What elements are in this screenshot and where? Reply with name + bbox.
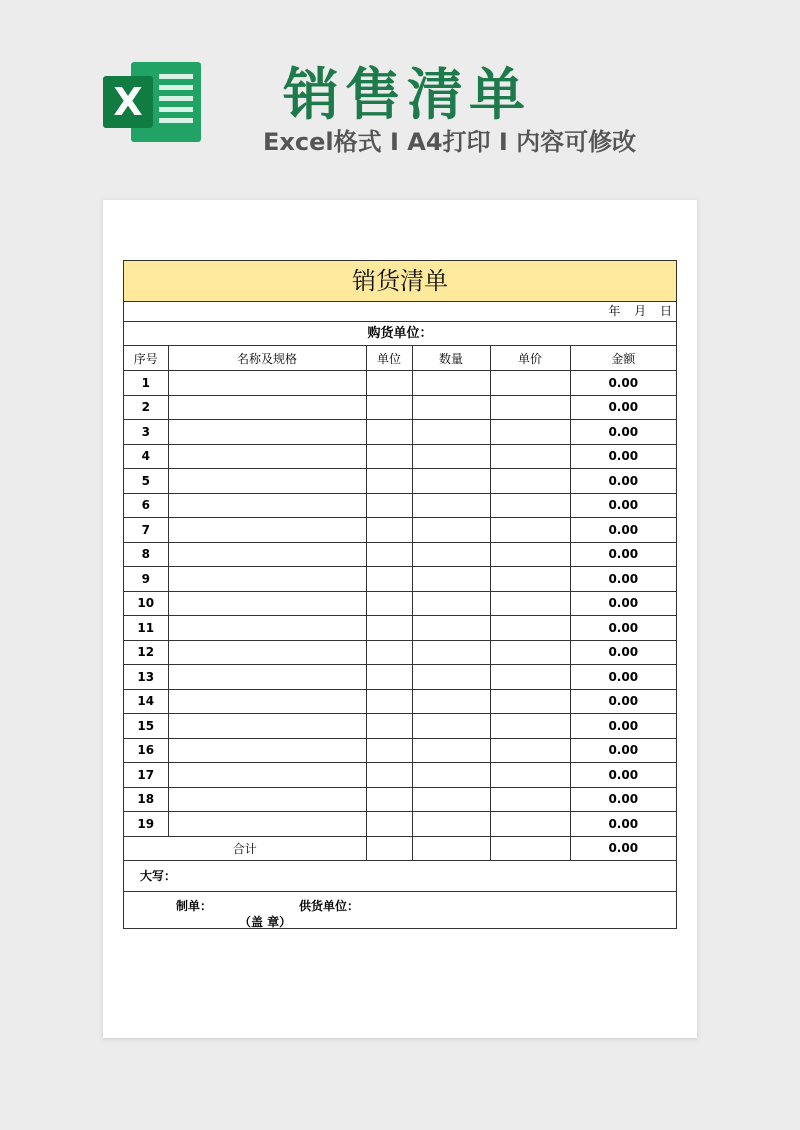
price-cell[interactable] <box>490 567 570 592</box>
page-subtitle: Excel格式 I A4打印 I 内容可修改 <box>263 128 637 156</box>
unit-cell[interactable] <box>366 469 412 494</box>
amount-cell: 0.00 <box>570 395 676 420</box>
stamp-label: （盖 章） <box>239 915 292 929</box>
quantity-cell[interactable] <box>412 714 490 739</box>
item-name-cell[interactable] <box>168 518 366 543</box>
unit-cell[interactable] <box>366 714 412 739</box>
table-header-row <box>124 346 676 371</box>
item-name-cell[interactable] <box>168 567 366 592</box>
row-number: 11 <box>124 616 168 641</box>
price-cell[interactable] <box>490 395 570 420</box>
quantity-cell[interactable] <box>412 420 490 445</box>
quantity-cell[interactable] <box>412 812 490 837</box>
table-cell[interactable] <box>490 836 570 861</box>
table-row <box>124 371 676 396</box>
price-cell[interactable] <box>490 493 570 518</box>
amount-cell: 0.00 <box>570 640 676 665</box>
column-header: 单位 <box>366 346 412 371</box>
item-name-cell[interactable] <box>168 714 366 739</box>
price-cell[interactable] <box>490 616 570 641</box>
unit-cell[interactable] <box>366 763 412 788</box>
row-number: 12 <box>124 640 168 665</box>
unit-cell[interactable] <box>366 371 412 396</box>
table-row <box>124 420 676 445</box>
row-number: 18 <box>124 787 168 812</box>
capital-amount-label: 大写： <box>124 861 676 892</box>
date-line: 年 月 日 <box>124 302 676 322</box>
item-name-cell[interactable] <box>168 444 366 469</box>
row-number: 10 <box>124 591 168 616</box>
quantity-cell[interactable] <box>412 640 490 665</box>
table-row <box>124 763 676 788</box>
unit-cell[interactable] <box>366 689 412 714</box>
item-name-cell[interactable] <box>168 493 366 518</box>
item-name-cell[interactable] <box>168 738 366 763</box>
amount-cell: 0.00 <box>570 444 676 469</box>
items-table <box>124 346 676 861</box>
amount-cell: 0.00 <box>570 371 676 396</box>
table-row <box>124 518 676 543</box>
row-number: 2 <box>124 395 168 420</box>
total-row <box>124 836 676 861</box>
quantity-cell[interactable] <box>412 518 490 543</box>
sales-list-form <box>123 260 677 929</box>
price-cell[interactable] <box>490 518 570 543</box>
item-name-cell[interactable] <box>168 420 366 445</box>
row-number: 14 <box>124 689 168 714</box>
amount-cell: 0.00 <box>570 518 676 543</box>
unit-cell[interactable] <box>366 444 412 469</box>
quantity-cell[interactable] <box>412 591 490 616</box>
price-cell[interactable] <box>490 591 570 616</box>
row-number: 4 <box>124 444 168 469</box>
item-name-cell[interactable] <box>168 689 366 714</box>
quantity-cell[interactable] <box>412 616 490 641</box>
price-cell[interactable] <box>490 787 570 812</box>
unit-cell[interactable] <box>366 812 412 837</box>
amount-cell: 0.00 <box>570 689 676 714</box>
amount-cell: 0.00 <box>570 738 676 763</box>
table-row <box>124 689 676 714</box>
unit-cell[interactable] <box>366 518 412 543</box>
table-cell[interactable] <box>412 836 490 861</box>
quantity-cell[interactable] <box>412 738 490 763</box>
quantity-cell[interactable] <box>412 371 490 396</box>
amount-cell: 0.00 <box>570 420 676 445</box>
item-name-cell[interactable] <box>168 665 366 690</box>
row-number: 17 <box>124 763 168 788</box>
price-cell[interactable] <box>490 812 570 837</box>
excel-badge: X <box>103 76 153 128</box>
table-cell[interactable] <box>366 836 412 861</box>
amount-cell: 0.00 <box>570 469 676 494</box>
total-label: 合计 <box>124 836 366 861</box>
price-cell[interactable] <box>490 738 570 763</box>
price-cell[interactable] <box>490 640 570 665</box>
row-number: 19 <box>124 812 168 837</box>
quantity-cell[interactable] <box>412 787 490 812</box>
item-name-cell[interactable] <box>168 542 366 567</box>
unit-cell[interactable] <box>366 420 412 445</box>
column-header: 数量 <box>412 346 490 371</box>
unit-cell[interactable] <box>366 665 412 690</box>
signature-area <box>124 892 676 928</box>
amount-cell: 0.00 <box>570 542 676 567</box>
page-title: 销售清单 <box>283 63 531 128</box>
item-name-cell[interactable] <box>168 763 366 788</box>
price-cell[interactable] <box>490 714 570 739</box>
table-row <box>124 738 676 763</box>
item-name-cell[interactable] <box>168 640 366 665</box>
column-header: 金额 <box>570 346 676 371</box>
price-cell[interactable] <box>490 420 570 445</box>
total-amount: 0.00 <box>570 836 676 861</box>
price-cell[interactable] <box>490 371 570 396</box>
row-number: 3 <box>124 420 168 445</box>
price-cell[interactable] <box>490 444 570 469</box>
quantity-cell[interactable] <box>412 444 490 469</box>
amount-cell: 0.00 <box>570 812 676 837</box>
item-name-cell[interactable] <box>168 395 366 420</box>
amount-cell: 0.00 <box>570 714 676 739</box>
unit-cell[interactable] <box>366 591 412 616</box>
unit-cell[interactable] <box>366 542 412 567</box>
table-row <box>124 469 676 494</box>
row-number: 9 <box>124 567 168 592</box>
item-name-cell[interactable] <box>168 787 366 812</box>
column-header: 序号 <box>124 346 168 371</box>
quantity-cell[interactable] <box>412 395 490 420</box>
unit-cell[interactable] <box>366 616 412 641</box>
price-cell[interactable] <box>490 542 570 567</box>
maker-label: 制单： <box>176 899 213 913</box>
row-number: 6 <box>124 493 168 518</box>
row-number: 7 <box>124 518 168 543</box>
table-row <box>124 616 676 641</box>
column-header: 名称及规格 <box>168 346 366 371</box>
price-cell[interactable] <box>490 763 570 788</box>
item-name-cell[interactable] <box>168 371 366 396</box>
price-cell[interactable] <box>490 689 570 714</box>
table-row <box>124 714 676 739</box>
price-cell[interactable] <box>490 469 570 494</box>
table-row <box>124 812 676 837</box>
row-number: 8 <box>124 542 168 567</box>
quantity-cell[interactable] <box>412 665 490 690</box>
item-name-cell[interactable] <box>168 469 366 494</box>
table-row <box>124 542 676 567</box>
row-number: 1 <box>124 371 168 396</box>
amount-cell: 0.00 <box>570 763 676 788</box>
quantity-cell[interactable] <box>412 567 490 592</box>
amount-cell: 0.00 <box>570 591 676 616</box>
table-row <box>124 665 676 690</box>
form-title: 销货清单 <box>124 261 676 302</box>
amount-cell: 0.00 <box>570 787 676 812</box>
table-row <box>124 640 676 665</box>
table-row <box>124 493 676 518</box>
row-number: 15 <box>124 714 168 739</box>
unit-cell[interactable] <box>366 787 412 812</box>
table-row <box>124 591 676 616</box>
row-number: 5 <box>124 469 168 494</box>
quantity-cell[interactable] <box>412 493 490 518</box>
table-row <box>124 787 676 812</box>
amount-cell: 0.00 <box>570 567 676 592</box>
table-row <box>124 567 676 592</box>
excel-logo-icon <box>103 62 203 142</box>
row-number: 16 <box>124 738 168 763</box>
quantity-cell[interactable] <box>412 763 490 788</box>
price-cell[interactable] <box>490 665 570 690</box>
row-number: 13 <box>124 665 168 690</box>
amount-cell: 0.00 <box>570 616 676 641</box>
quantity-cell[interactable] <box>412 689 490 714</box>
table-row <box>124 395 676 420</box>
unit-cell[interactable] <box>366 395 412 420</box>
unit-cell[interactable] <box>366 640 412 665</box>
item-name-cell[interactable] <box>168 812 366 837</box>
document-sheet <box>103 200 697 1038</box>
quantity-cell[interactable] <box>412 542 490 567</box>
table-row <box>124 444 676 469</box>
unit-cell[interactable] <box>366 493 412 518</box>
supplier-label: 供货单位： <box>299 899 360 913</box>
column-header: 单价 <box>490 346 570 371</box>
buyer-label: 购货单位： <box>124 322 676 346</box>
unit-cell[interactable] <box>366 567 412 592</box>
amount-cell: 0.00 <box>570 493 676 518</box>
quantity-cell[interactable] <box>412 469 490 494</box>
item-name-cell[interactable] <box>168 591 366 616</box>
item-name-cell[interactable] <box>168 616 366 641</box>
unit-cell[interactable] <box>366 738 412 763</box>
amount-cell: 0.00 <box>570 665 676 690</box>
